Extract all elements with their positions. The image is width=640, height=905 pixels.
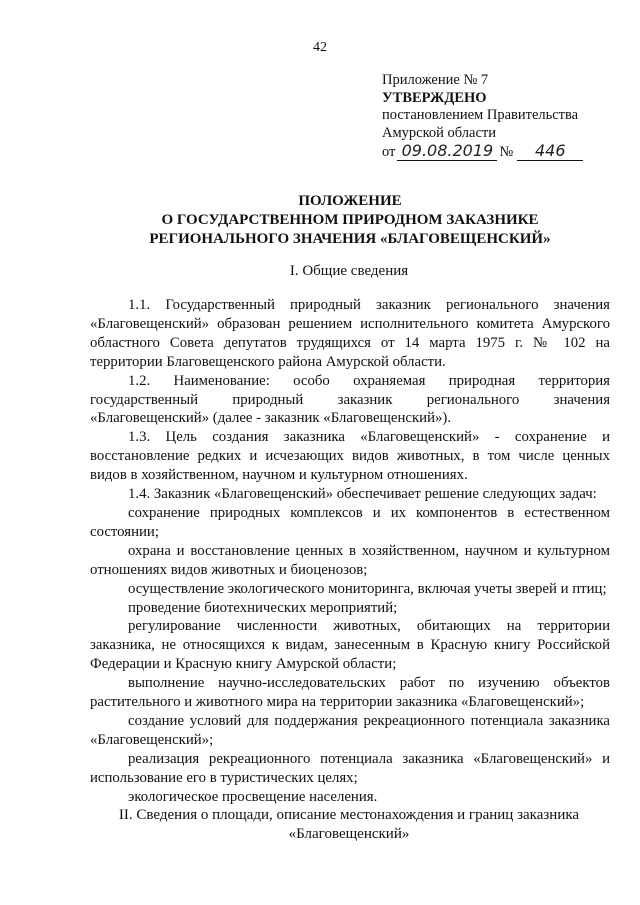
section-2-heading-line-1: II. Сведения о площади, описание местонахождения и границ заказника [118, 807, 580, 823]
approval-block [382, 72, 583, 162]
task-item: сохранение природных комплексов и их компонентов в естественном состоянии; [90, 504, 610, 540]
task-item: реализация рекреационного потенциала заказника «Благовещенский» и использование его в туристических целях; [90, 750, 610, 786]
paragraph-1-1: 1.1. Государственный природный заказник регионального значения «Благовещенский» образован решением исполнительного комитета Амурского областного Совета депутатов трудящихся от 14 марта 1975 г. № 102 на территории Благовещенского района Амурской области. [90, 297, 610, 370]
body-text [90, 296, 610, 806]
task-item: охрана и восстановление ценных в хозяйственном, научном и культурном отношениях видов животных и биоценозов; [90, 542, 610, 578]
document-title [60, 192, 640, 249]
task-item: регулирование численности животных, обитающих на территории заказника, не относящихся к видам, занесенным в Красную книгу Российской Федерации и Красную книгу Амурской области; [90, 618, 610, 673]
task-item: проведение биотехнических мероприятий; [128, 599, 398, 616]
title-line-1: ПОЛОЖЕНИЕ [298, 193, 402, 209]
date-number-line [382, 142, 583, 162]
paragraph-1-2: 1.2. Наименование: особо охраняемая природная территория государственный природный заказник регионального значения «Благовещенский» (далее - заказник «Благовещенский»). [90, 372, 610, 427]
approved-by-line1: постановлением Правительства [382, 107, 579, 123]
task-item: выполнение научно-исследовательских работ по изучению объектов растительного и животного мира на территории заказника «Благовещенский»; [90, 675, 610, 711]
section-1-heading: I. Общие сведения [289, 263, 409, 279]
page-number: 42 [313, 40, 327, 55]
number-prefix: № [499, 144, 514, 160]
appendix-label: Приложение № 7 [382, 72, 489, 88]
task-item: создание условий для поддержания рекреационного потенциала заказника «Благовещенский»; [90, 712, 610, 748]
title-line-3: РЕГИОНАЛЬНОГО ЗНАЧЕНИЯ «БЛАГОВЕЩЕНСКИЙ» [149, 231, 551, 247]
title-line-2: О ГОСУДАРСТВЕННОМ ПРИРОДНОМ ЗАКАЗНИКЕ [161, 212, 539, 228]
handwritten-date: 09.08.2019 [397, 142, 497, 161]
handwritten-number: 446 [517, 142, 583, 161]
approved-by-line2: Амурской области [382, 124, 496, 141]
section-2-heading [88, 806, 610, 844]
approved-label: УТВЕРЖДЕНО [382, 89, 487, 106]
paragraph-1-3: 1.3. Цель создания заказника «Благовещенский» - сохранение и восстановление редких и исчезающих видов животных, в том числе ценных видов в хозяйственном, научном и культурном отношениях. [90, 429, 610, 484]
from-prefix: от [382, 144, 396, 160]
task-item: осуществление экологического мониторинга, включая учеты зверей и птиц; [128, 580, 607, 597]
section-2-heading-line-2: «Благовещенский» [288, 826, 410, 842]
paragraph-1-4: 1.4. Заказник «Благовещенский» обеспечивает решение следующих задач: [128, 486, 597, 503]
task-item: экологическое просвещение населения. [128, 788, 378, 805]
